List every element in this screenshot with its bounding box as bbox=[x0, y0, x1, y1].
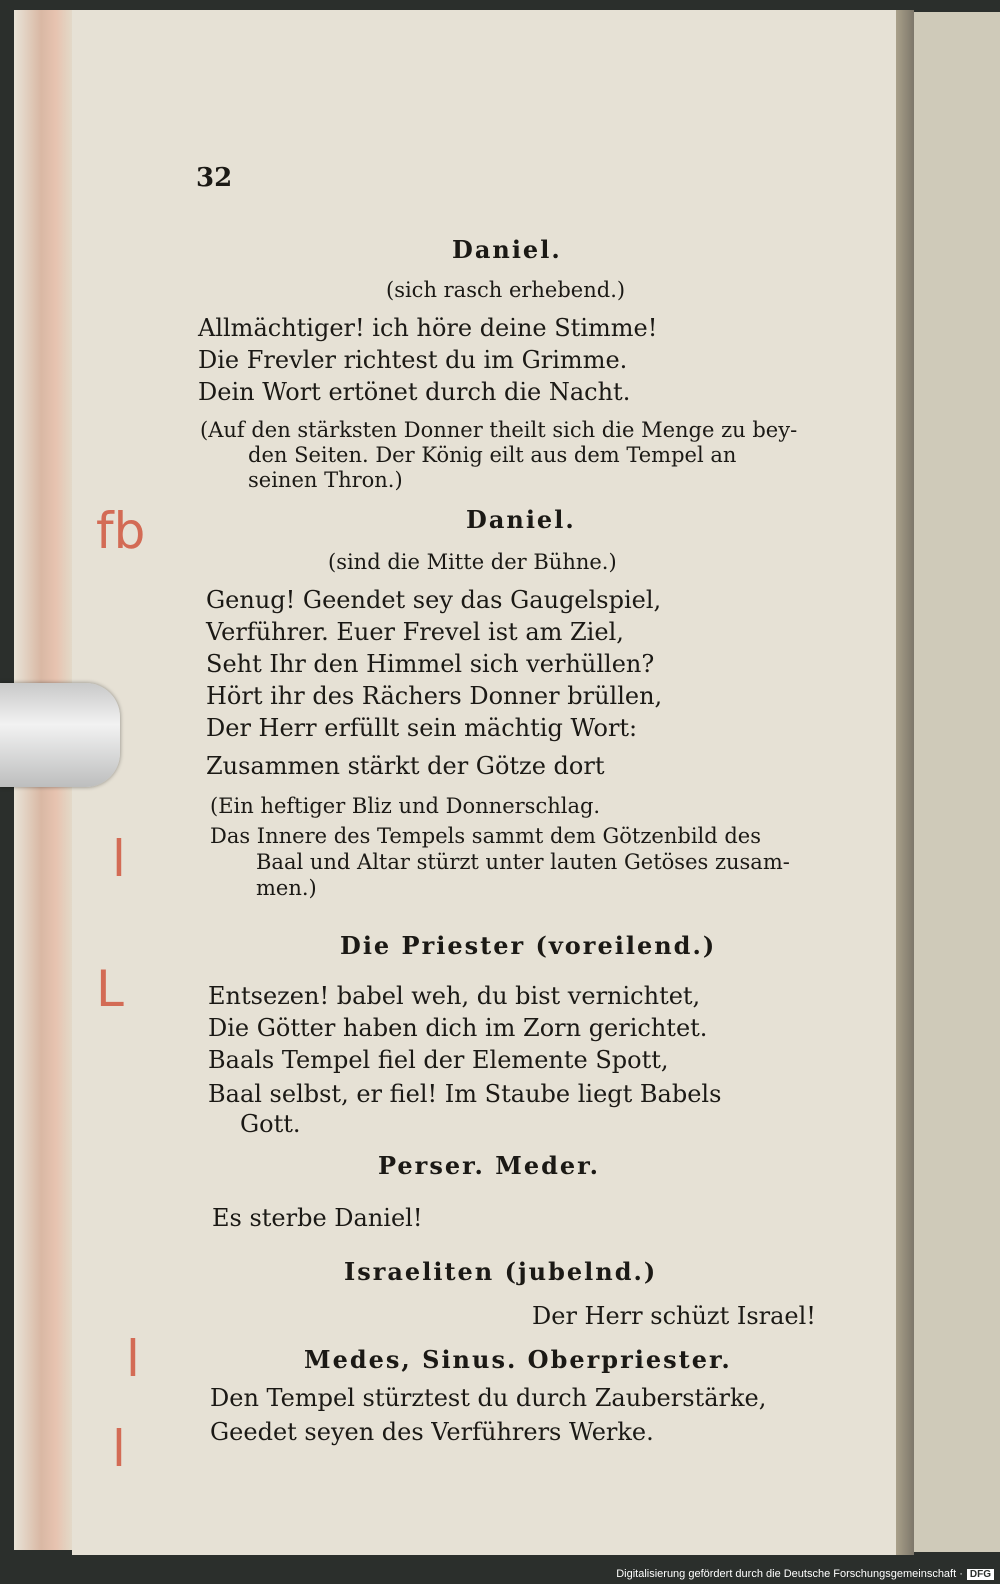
stage-direction: den Seiten. Der König eilt aus dem Tempel an bbox=[248, 443, 737, 467]
verse-line: Der Herr erfüllt sein mächtig Wort: bbox=[206, 714, 638, 742]
verse-line: Die Frevler richtest du im Grimme. bbox=[198, 346, 628, 374]
verse-line: Zusammen stärkt der Götze dort bbox=[206, 752, 605, 780]
margin-annotation: l bbox=[112, 830, 126, 888]
stage-direction: Das Innere des Tempels sammt dem Götzenbild des bbox=[210, 824, 762, 848]
verse-line: Baals Tempel fiel der Elemente Spott, bbox=[208, 1046, 669, 1074]
stage-direction: (Auf den stärksten Donner theilt sich die Menge zu bey- bbox=[200, 418, 798, 442]
speaker-priests: Die Priester (voreilend.) bbox=[340, 931, 717, 960]
verse-line: Entsezen! babel weh, du bist vernichtet, bbox=[208, 982, 701, 1010]
verse-line: Seht Ihr den Himmel sich verhüllen? bbox=[206, 650, 655, 678]
stage-direction: seinen Thron.) bbox=[248, 468, 403, 492]
verse-line: Die Götter haben dich im Zorn gerichtet. bbox=[208, 1014, 708, 1042]
verse-line: Den Tempel stürztest du durch Zauberstärke, bbox=[210, 1384, 767, 1412]
margin-annotation: l bbox=[112, 1420, 126, 1478]
margin-annotation: fb bbox=[96, 502, 146, 560]
verse-line: Hört ihr des Rächers Donner brüllen, bbox=[206, 682, 663, 710]
stage-direction: (sich rasch erhebend.) bbox=[386, 278, 626, 302]
verse-line: Baal selbst, er fiel! Im Staube liegt Babels bbox=[208, 1080, 722, 1108]
dfg-logo: DFG bbox=[967, 1569, 994, 1580]
verse-line: Geedet seyen des Verführers Werke. bbox=[210, 1418, 654, 1446]
stage-direction: Baal und Altar stürzt unter lauten Getöses zusam- bbox=[256, 850, 790, 874]
verse-line: Dein Wort ertönet durch die Nacht. bbox=[198, 378, 631, 406]
speaker-medes-sinus-highpriest: Medes, Sinus. Oberpriester. bbox=[304, 1345, 732, 1374]
credit-text: Digitalisierung gefördert durch die Deutsche Forschungsgemeinschaft · bbox=[616, 1568, 963, 1580]
margin-annotation: L bbox=[96, 960, 124, 1018]
verse-line: Genug! Geendet sey das Gaugelspiel, bbox=[206, 586, 662, 614]
verse-line: Der Herr schüzt Israel! bbox=[532, 1302, 816, 1330]
verse-line: Allmächtiger! ich höre deine Stimme! bbox=[198, 314, 658, 342]
speaker-daniel: Daniel. bbox=[452, 235, 562, 264]
stage-direction: (Ein heftiger Bliz und Donnerschlag. bbox=[210, 794, 601, 818]
verse-line: Verführer. Euer Frevel ist am Ziel, bbox=[206, 618, 624, 646]
page-number: 32 bbox=[196, 163, 233, 193]
stage-direction: (sind die Mitte der Bühne.) bbox=[328, 550, 617, 574]
speaker-persians-medes: Perser. Meder. bbox=[378, 1151, 600, 1180]
verse-line: Es sterbe Daniel! bbox=[212, 1204, 423, 1232]
stage-direction: men.) bbox=[256, 876, 317, 900]
digitization-credit bbox=[616, 1568, 994, 1580]
margin-annotation: l bbox=[126, 1330, 140, 1388]
speaker-daniel: Daniel. bbox=[466, 505, 576, 534]
speaker-israelites: Israeliten (jubelnd.) bbox=[344, 1257, 658, 1286]
verse-line: Gott. bbox=[240, 1110, 301, 1138]
